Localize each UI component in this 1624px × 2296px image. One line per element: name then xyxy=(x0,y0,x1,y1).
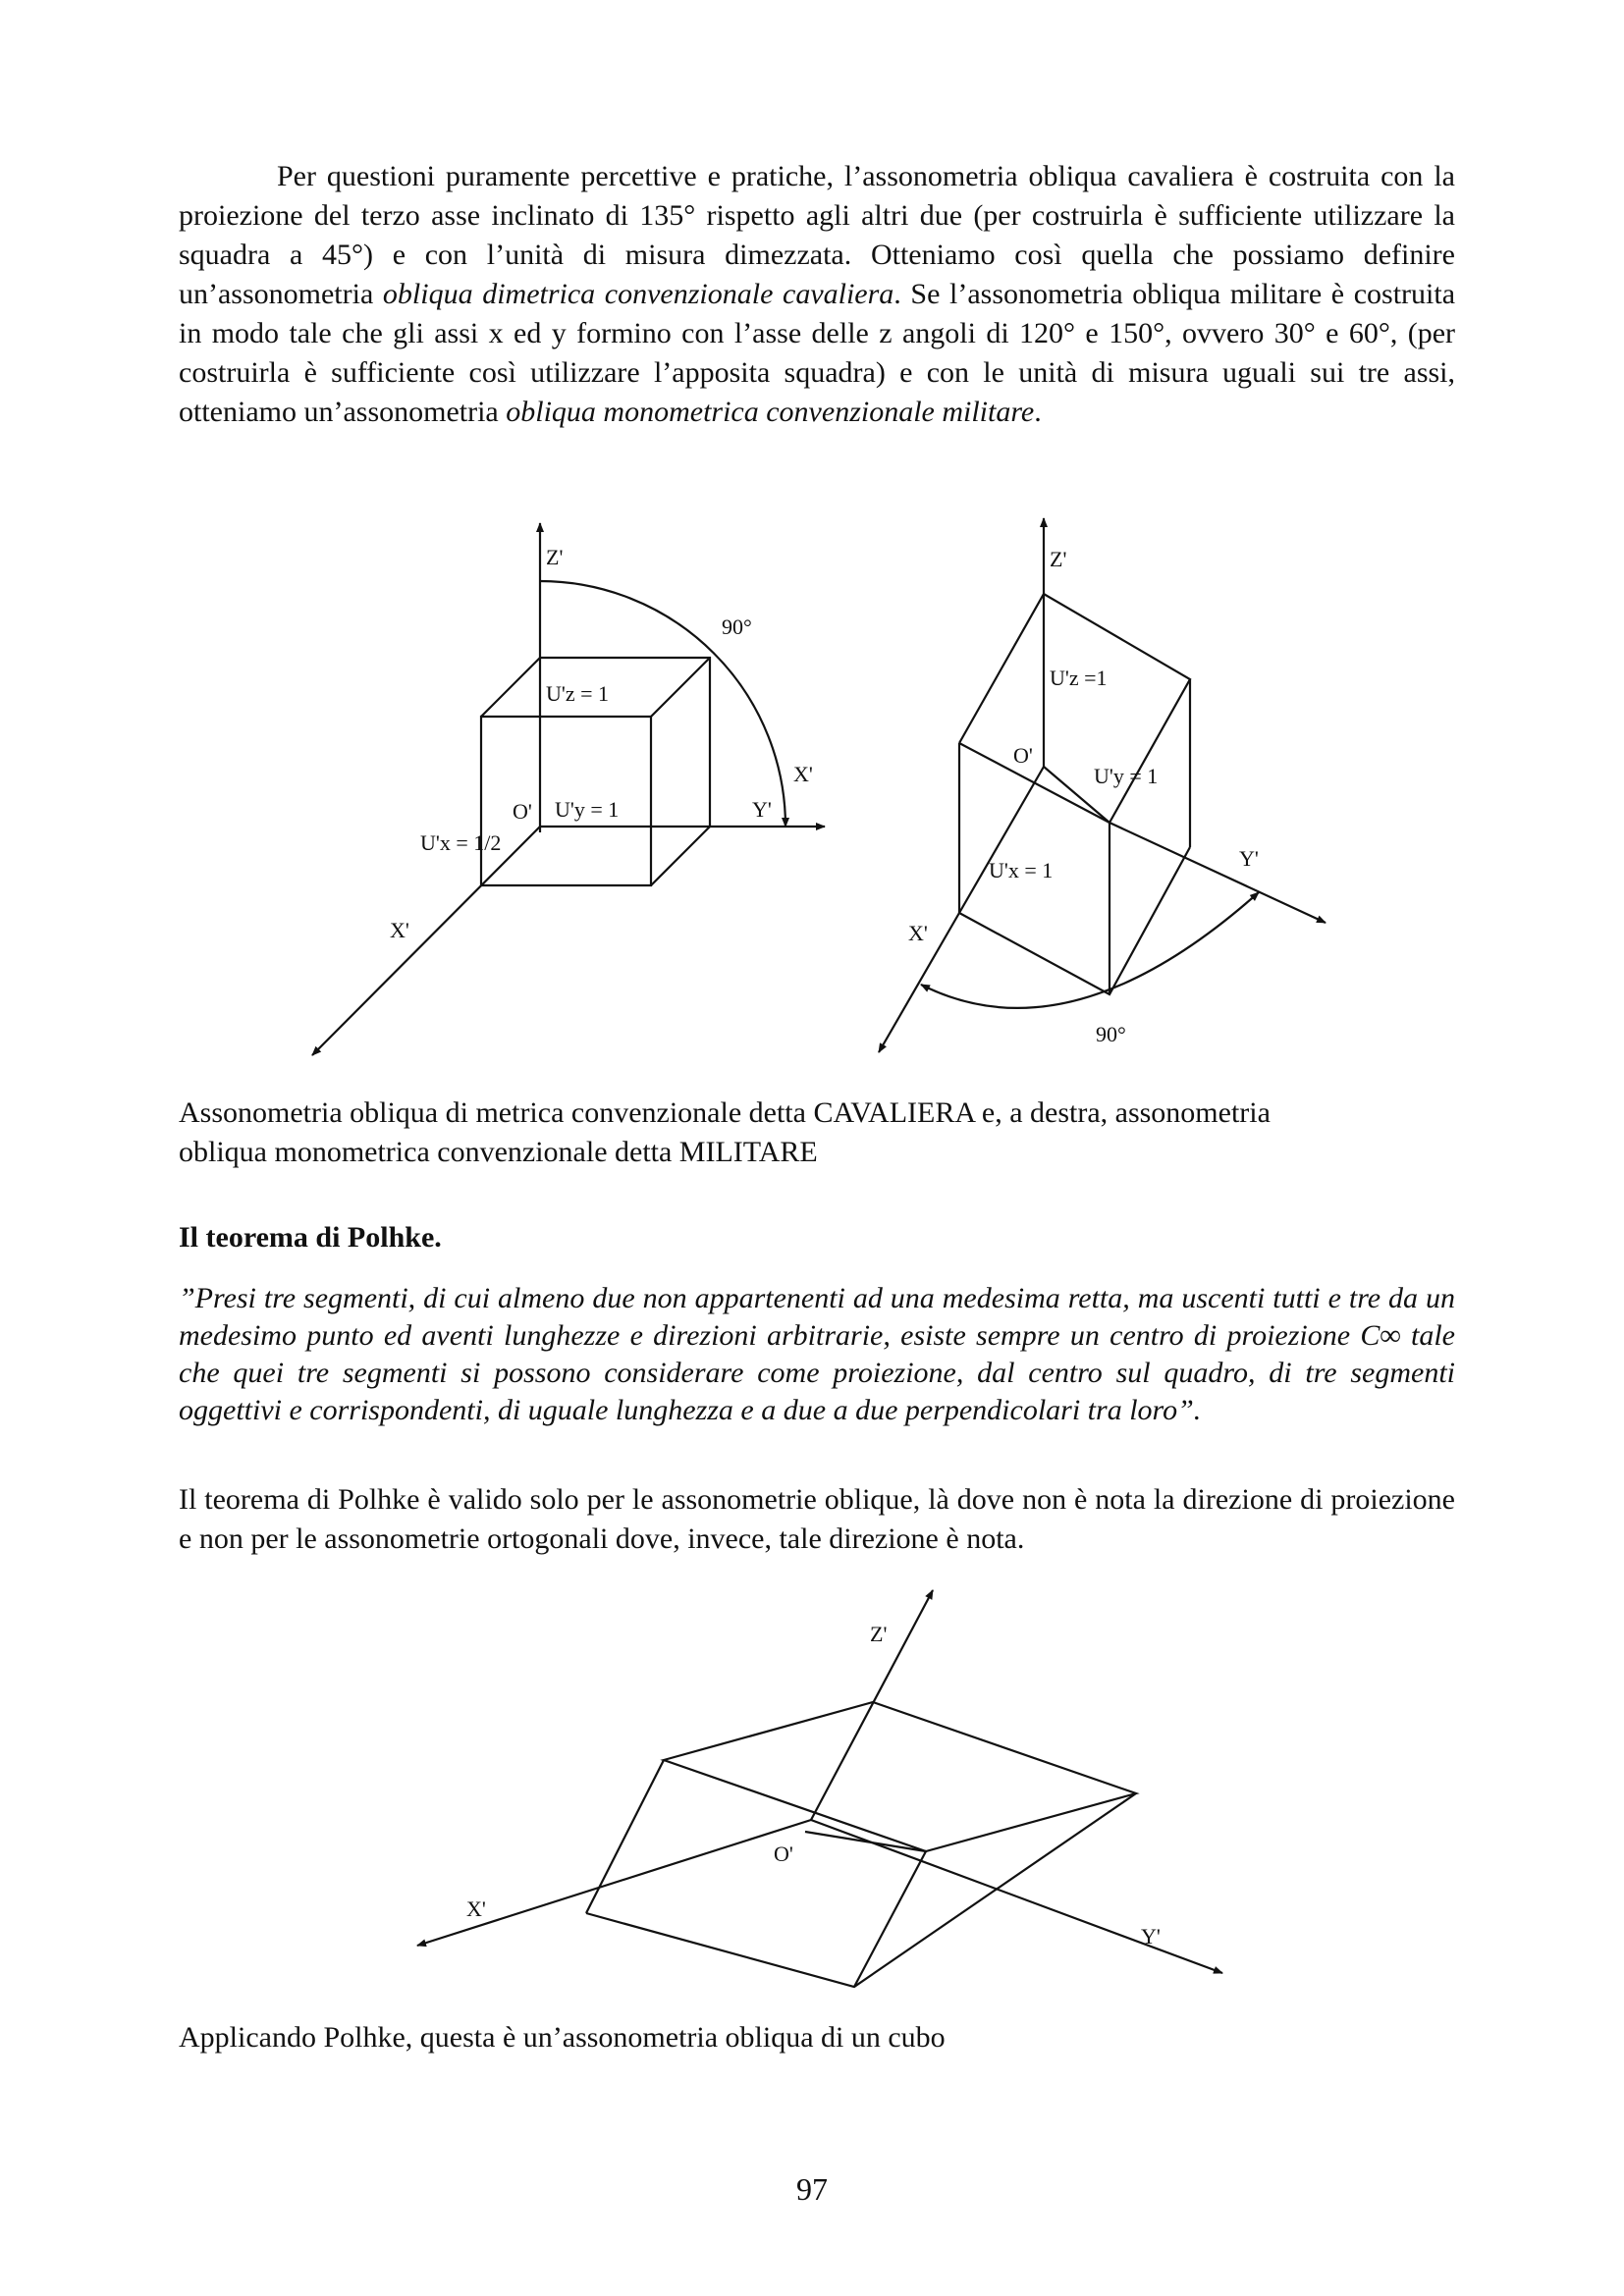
caption-line-1: Assonometria obliqua di metrica convenzionale detta CAVALIERA e, a destra, assonometria xyxy=(179,1096,1271,1129)
x-label: X' xyxy=(390,918,409,942)
intro-text-3: . xyxy=(1034,396,1042,428)
intro-emphasis-1: obliqua dimetrica convenzionale cavaliera xyxy=(382,278,894,310)
ux-label: U'x = 1 xyxy=(989,858,1054,882)
o-label: O' xyxy=(1013,743,1033,768)
theorem-quote: ”Presi tre segmenti, di cui almeno due non appartenenti ad una medesima retta, ma uscenti tutti e tre da un medesimo punto ed aventi lunghezze e direzioni arbitrarie, esiste sempre un centro di proiezione C∞ tale che quei tre segmenti si possono considerare come proiezione, dal centro sul quadro, di tre segmenti oggettivi e corrispondenti, di uguale lunghezza e a due a due perpendicolari tra loro”. xyxy=(179,1282,1455,1426)
caption-line-2: obliqua monometrica convenzionale detta MILITARE xyxy=(179,1136,818,1168)
ux-label: U'x = 1/2 xyxy=(420,830,502,855)
angle-label: 90° xyxy=(1096,1022,1126,1046)
uz-label: U'z = 1 xyxy=(546,681,610,706)
uy-label: U'y = 1 xyxy=(1094,764,1159,788)
box-bottom-face xyxy=(586,1793,1136,1987)
cube-edge-bottom-right xyxy=(651,827,710,885)
box-edge-inner xyxy=(805,1832,926,1851)
box-top-face xyxy=(664,1702,1136,1851)
z-label: Z' xyxy=(546,545,564,569)
intro-text-1: Per questioni puramente percettive e pratiche, l’assonometria obliqua cavaliera è costruita con la proiezione del terzo asse inclinato di 135° rispetto agli altri due (per costruirla è sufficiente utilizzare la squadra a 45°) e con l’unità di misura dimezzata. Otteniamo così quella che possiamo definire un’assonometria xyxy=(179,160,1455,310)
o-label: O' xyxy=(513,799,532,824)
z-label: Z' xyxy=(870,1622,888,1646)
cube-edge-top-left xyxy=(481,658,540,717)
caption-figures xyxy=(179,1094,1455,1172)
intro-paragraph xyxy=(179,157,1455,432)
y-axis xyxy=(1110,823,1326,923)
figure-cavaliera xyxy=(285,510,874,1070)
figure-militare xyxy=(864,510,1345,1070)
section-heading: Il teorema di Polhke. xyxy=(179,1221,442,1254)
angle-label: 90° xyxy=(722,614,752,639)
x-label: X' xyxy=(466,1896,486,1921)
box-edge-back xyxy=(959,743,1110,823)
x-prime-label-right: X' xyxy=(793,762,813,786)
intro-text-2: . Se l’assonometria obliqua militare è costruita in modo tale che gli assi x ed y formino con l’asse delle z angoli di 120° e 150°, ovvero 30° e 60°, (per costruirla è sufficiente così utilizzare l’apposita squadra) e con le unità di misura uguali sui tre assi, otteniamo un’assonometria xyxy=(179,278,1456,428)
z-label: Z' xyxy=(1050,547,1067,571)
x-axis xyxy=(417,1820,811,1946)
x-axis xyxy=(312,827,540,1055)
box-edge-left xyxy=(586,1760,664,1913)
y-label: Y' xyxy=(752,797,772,822)
intro-emphasis-2: obliqua monometrica convenzionale militare xyxy=(506,396,1035,428)
y-label: Y' xyxy=(1141,1924,1161,1949)
figure-polhke xyxy=(412,1580,1237,1993)
angle-arc xyxy=(921,892,1259,1008)
box-edge-ox xyxy=(959,767,1044,913)
box-top xyxy=(959,594,1190,823)
caption-polhke: Applicando Polhke, questa è un’assonometria obliqua di un cubo xyxy=(179,2021,946,2054)
y-label: Y' xyxy=(1239,846,1259,871)
page-number: 97 xyxy=(796,2171,828,2207)
o-label: O' xyxy=(774,1842,793,1866)
box-edge-front xyxy=(854,1851,926,1987)
cube-edge-top-right xyxy=(651,658,710,717)
theorem-body: Il teorema di Polhke è valido solo per le assonometrie oblique, là dove non è nota la direzione di proiezione e non per le assonometrie ortogonali dove, invece, tale direzione è nota. xyxy=(179,1483,1455,1555)
uy-label: U'y = 1 xyxy=(555,797,620,822)
x-label: X' xyxy=(908,921,928,945)
uz-label: U'z =1 xyxy=(1050,666,1108,690)
